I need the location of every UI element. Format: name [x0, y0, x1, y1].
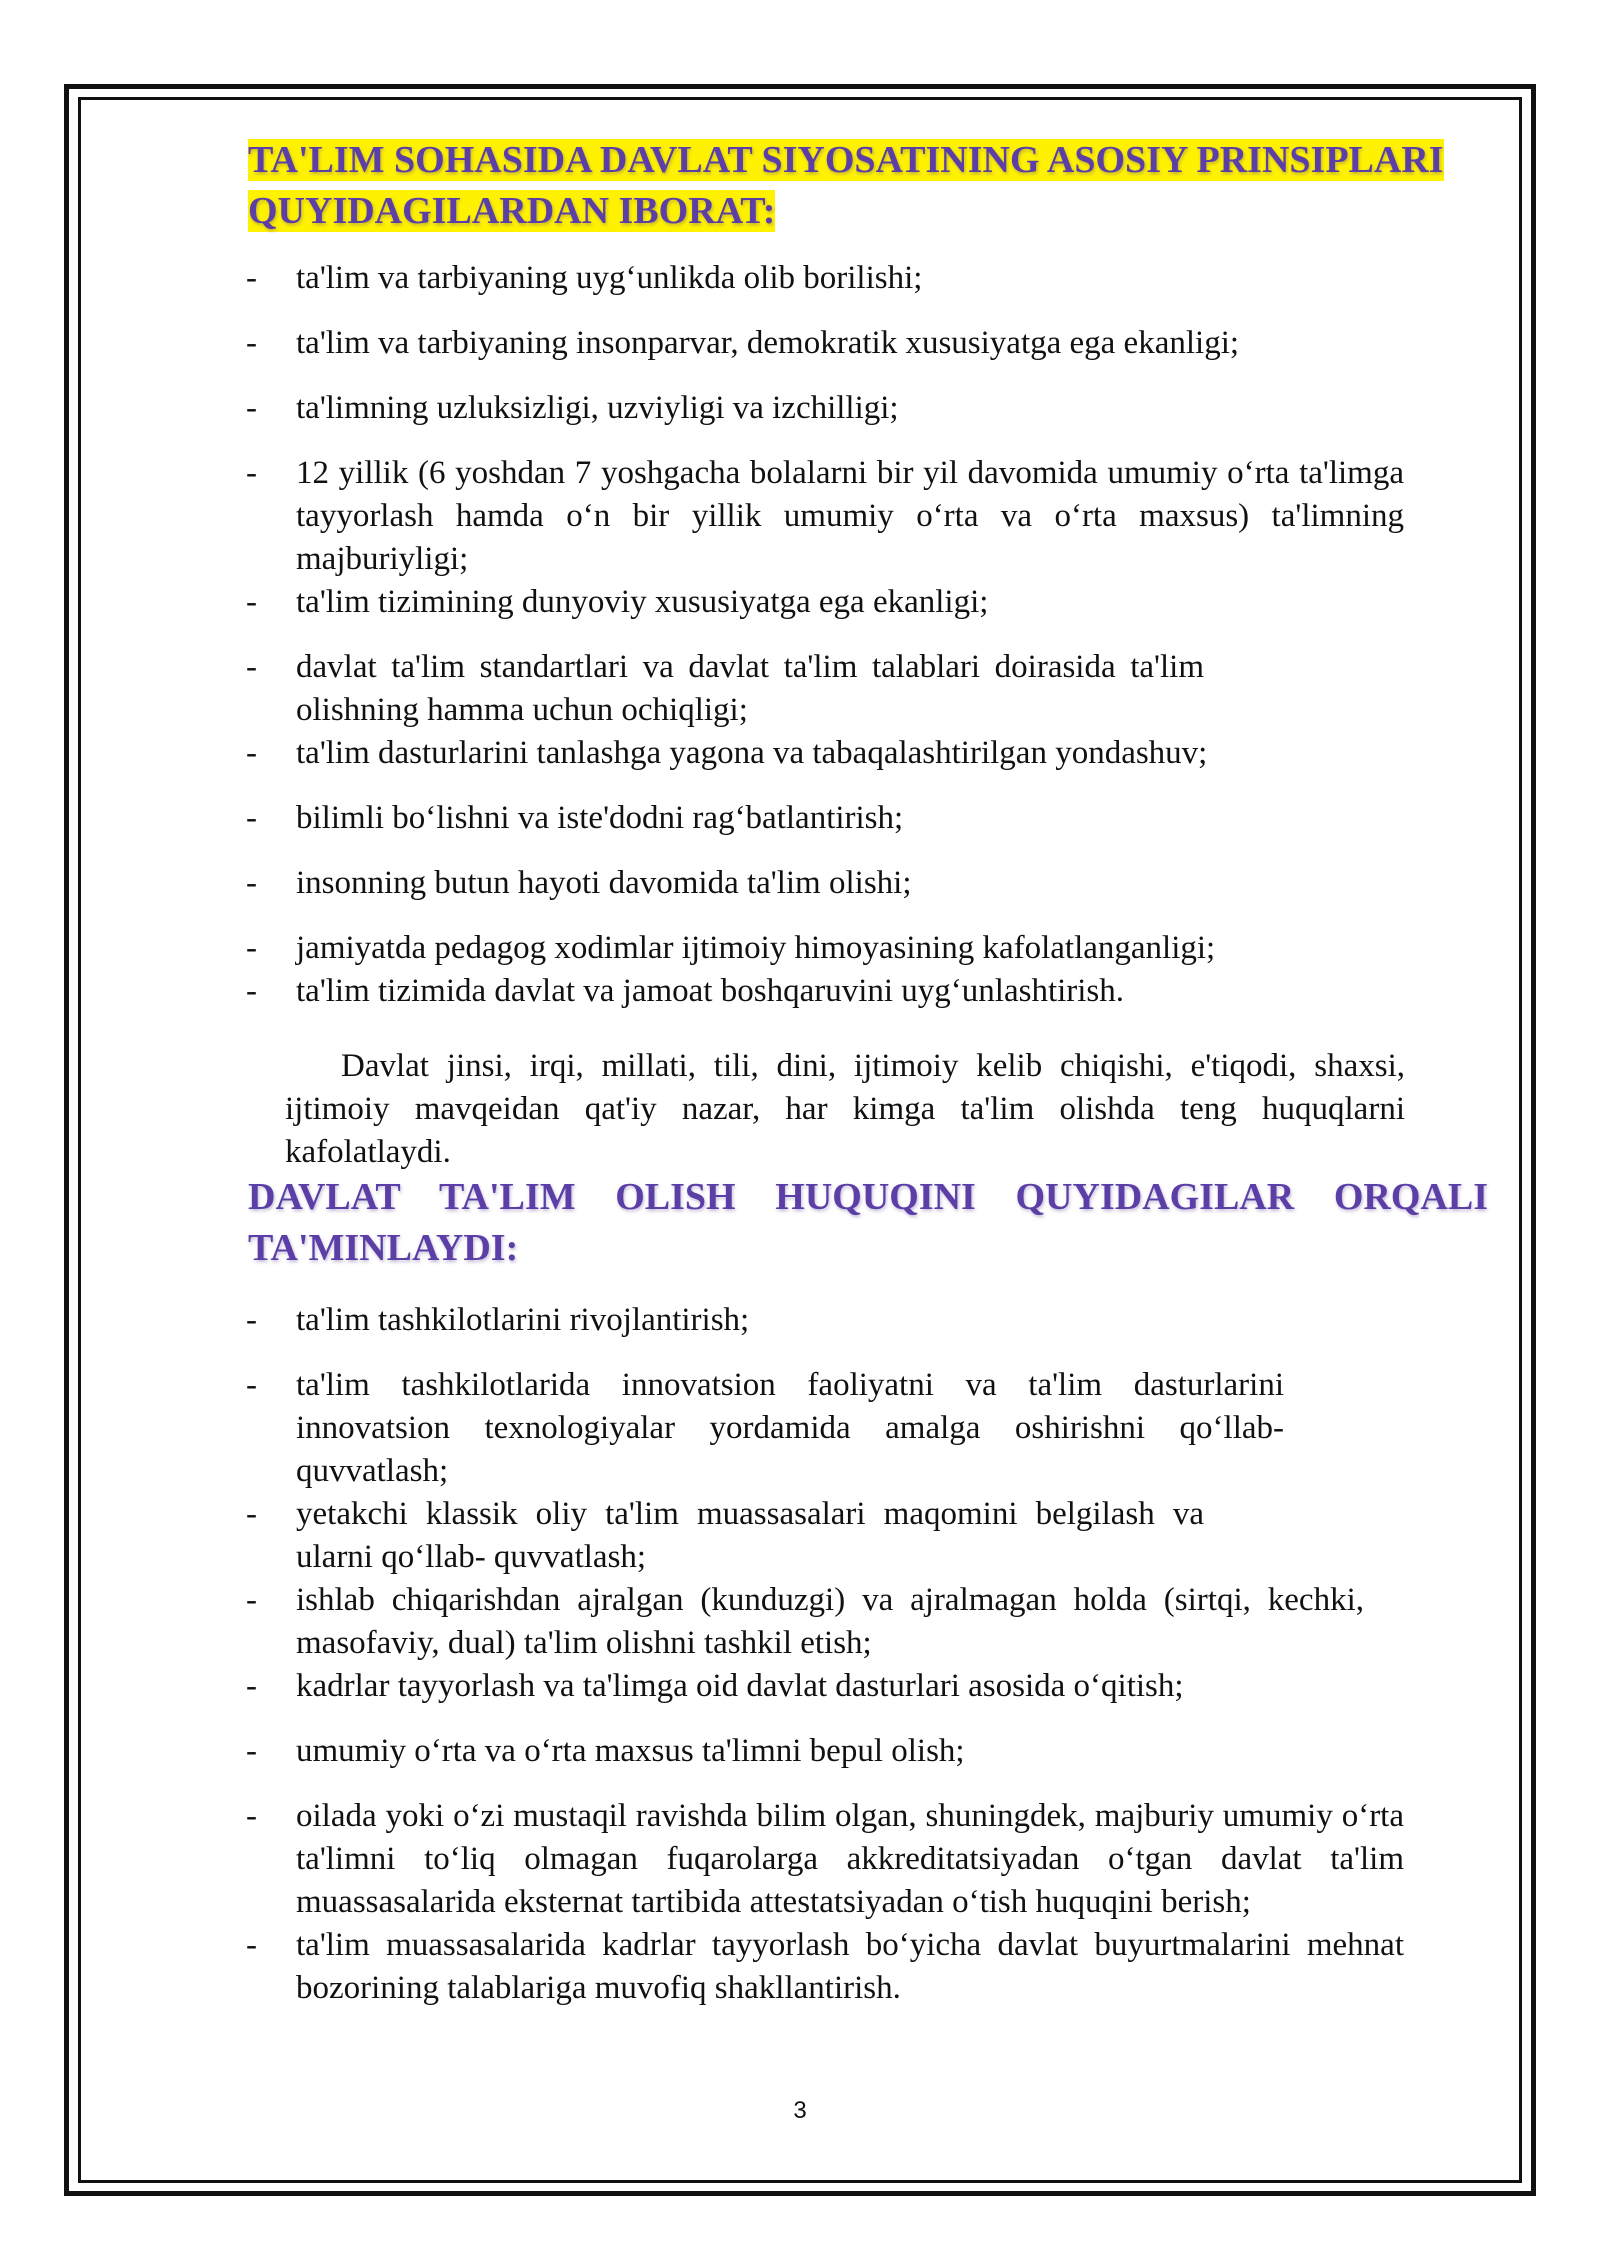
list-item-text: oilada yoki o‘zi mustaqil ravishda bilim olgan, shuningdek, majburiy umumiy o‘rta ta'limni to‘liq olmagan fuqarolarga akkreditatsiyadan o‘tgan davlat ta'lim muassasalarida eksternat tartibida attestatsiyadan o‘tish huquqini berish; [296, 1798, 1404, 1920]
heading-line-1: TA'LIM SOHASIDA DAVLAT SIYOSATINING ASOSIY PRINSIPLARI [248, 139, 1444, 181]
list-item-text: ta'lim va tarbiyaning insonparvar, demokratik xususiyatga ega ekanligi; [296, 325, 1240, 361]
bullet-dash: - [246, 1668, 257, 1704]
list-item [244, 1665, 1404, 1708]
list-item [244, 970, 1404, 1013]
equal-rights-paragraph: Davlat jinsi, irqi, millati, tili, dini, ijtimoiy kelib chiqishi, e'tiqodi, shaxsi, ijtimoiy mavqeidan qat'iy nazar, har kimga ta'lim olishda teng huquqlarni kafolatlaydi. [285, 1048, 1405, 1170]
bullet-dash: - [246, 1367, 257, 1403]
list-item [244, 1730, 1404, 1773]
list-item-text: yetakchi klassik oliy ta'lim muassasalari maqomini belgilash va ularni qo‘llab- quvvatlash; [296, 1496, 1204, 1575]
list-item-text: ta'lim tizimining dunyoviy xususiyatga ega ekanligi; [296, 584, 989, 620]
bullet-dash: - [246, 649, 257, 685]
bullet-dash: - [246, 390, 257, 426]
list-item-text: ta'lim tashkilotlarini rivojlantirish; [296, 1302, 750, 1338]
bullet-dash: - [246, 930, 257, 966]
bullet-dash: - [246, 865, 257, 901]
list-item-text: ta'lim muassasalarida kadrlar tayyorlash bo‘yicha davlat buyurtmalarini mehnat bozorining talablariga muvofiq shakllantirish. [296, 1927, 1404, 2006]
list-item [244, 646, 1404, 732]
bullet-dash: - [246, 1582, 257, 1618]
bullet-dash: - [246, 584, 257, 620]
bullet-dash: - [246, 973, 257, 1009]
list-item [244, 797, 1404, 840]
principles-list [244, 257, 1404, 1013]
list-item-text: umumiy o‘rta va o‘rta maxsus ta'limni bepul olish; [296, 1733, 965, 1769]
list-item-text: kadrlar tayyorlash va ta'limga oid davlat dasturlari asosida o‘qitish; [296, 1668, 1184, 1704]
list-item [244, 1299, 1404, 1342]
list-item-text: jamiyatda pedagog xodimlar ijtimoiy himoyasining kafolatlanganligi; [296, 930, 1216, 966]
bullet-dash: - [246, 735, 257, 771]
bullet-dash: - [246, 1798, 257, 1834]
rights-list [244, 1299, 1404, 2010]
list-item-text: ta'lim tashkilotlarida innovatsion faoliyatni va ta'lim dasturlarini innovatsion texnologiyalar yordamida amalga oshirishni qo‘llab-quvvatlash; [296, 1367, 1284, 1489]
list-item-text: ishlab chiqarishdan ajralgan (kunduzgi) va ajralmagan holda (sirtqi, kechki, masofaviy, dual) ta'lim olishni tashkil etish; [296, 1582, 1364, 1661]
page-number: 3 [793, 2097, 807, 2124]
list-item-text: bilimli bo‘lishni va iste'dodni rag‘batlantirish; [296, 800, 904, 836]
list-item-text: 12 yillik (6 yoshdan 7 yoshgacha bolalarni bir yil davomida umumiy o‘rta ta'limga tayyorlash hamda o‘n bir yillik umumiy o‘rta va o‘rta maxsus) ta'limning majburiyligi; [296, 455, 1404, 577]
list-item [244, 322, 1404, 365]
bullet-dash: - [246, 800, 257, 836]
bullet-dash: - [246, 325, 257, 361]
list-item-text: ta'limning uzluksizligi, uzviyligi va izchilligi; [296, 390, 899, 426]
list-item-text: ta'lim va tarbiyaning uyg‘unlikda olib borilishi; [296, 260, 923, 296]
list-item [244, 1924, 1404, 2010]
heading-line-2: QUYIDAGILARDAN IBORAT: [248, 190, 776, 232]
list-item [244, 1364, 1404, 1493]
bullet-dash: - [246, 1927, 257, 1963]
list-item-text: ta'lim tizimida davlat va jamoat boshqaruvini uyg‘unlashtirish. [296, 973, 1125, 1009]
list-item [244, 927, 1404, 970]
list-item [244, 1795, 1404, 1924]
list-item [244, 581, 1404, 624]
list-item [244, 452, 1404, 581]
section-heading-principles [248, 135, 1488, 237]
list-item [244, 862, 1404, 905]
list-item-text: insonning butun hayoti davomida ta'lim olishi; [296, 865, 912, 901]
list-item [244, 387, 1404, 430]
bullet-dash: - [246, 1733, 257, 1769]
bullet-dash: - [246, 260, 257, 296]
list-item [244, 732, 1404, 775]
section-heading-rights: DAVLAT TA'LIM OLISH HUQUQINI QUYIDAGILAR ORQALI TA'MINLAYDI: [248, 1176, 1488, 1269]
bullet-dash: - [246, 1496, 257, 1532]
list-item [244, 257, 1404, 300]
list-item [244, 1579, 1404, 1665]
list-item-text: ta'lim dasturlarini tanlashga yagona va tabaqalashtirilgan yondashuv; [296, 735, 1208, 771]
bullet-dash: - [246, 1302, 257, 1338]
bullet-dash: - [246, 455, 257, 491]
list-item [244, 1493, 1404, 1579]
list-item-text: davlat ta'lim standartlari va davlat ta'lim talablari doirasida ta'lim olishning hamma uchun ochiqligi; [296, 649, 1204, 728]
